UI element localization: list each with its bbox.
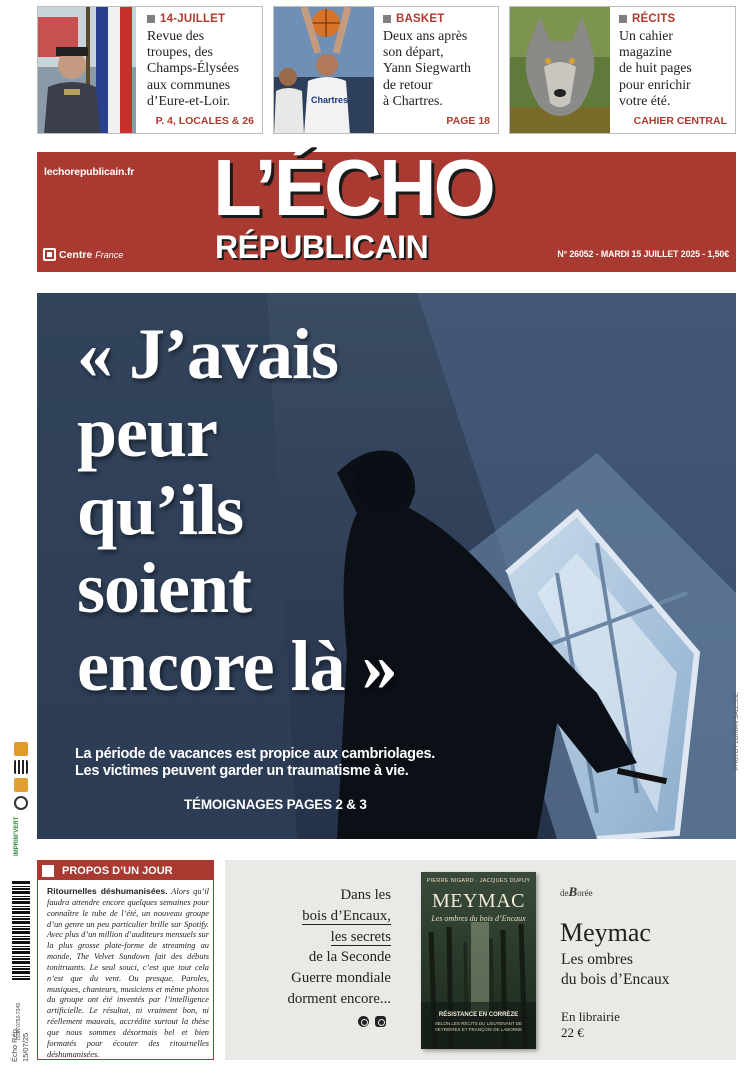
hero-story[interactable] xyxy=(37,293,736,839)
book-authors: PIERRE NIGARD · JACQUES DUPUY xyxy=(426,878,531,884)
logo-subtitle: RÉPUBLICAIN xyxy=(215,229,429,265)
issn-code: ISSN 0752-7349 xyxy=(16,1003,22,1040)
teaser-page-ref: P. 4, LOCALES & 26 xyxy=(155,115,254,127)
ad-price: 22 € xyxy=(561,1025,584,1040)
teaser-kicker: BASKET xyxy=(383,13,490,25)
issue-info: N° 26052 - MARDI 15 JUILLET 2025 - 1,50€ xyxy=(557,249,729,259)
teaser-body: Revue des troupes, des Champs-Élysées aux communes d’Eure-et-Loir. xyxy=(147,28,239,108)
book-cover xyxy=(421,872,536,1049)
ad-teaser-text: Dans les bois d’Encaux, les secrets de la Seconde Guerre mondiale dorment encore... xyxy=(287,887,391,1007)
imprim-vert-label: IMPRIM’VERT xyxy=(14,816,20,856)
group-logo: Centre France xyxy=(43,248,123,261)
column-propos[interactable] xyxy=(37,860,214,1060)
book-advertisement[interactable] xyxy=(225,860,736,1060)
edition-label: Écho Rép. xyxy=(10,1026,19,1062)
teaser-page-ref: CAHIER CENTRAL xyxy=(633,115,727,127)
book-footer: RÉSISTANCE EN CORRÈZE xyxy=(438,1012,519,1018)
teaser-kicker: RÉCITS xyxy=(619,13,727,25)
book-title: MEYMAC xyxy=(431,890,525,912)
teaser-photo-wolf xyxy=(510,7,610,133)
column-body: Alors qu’il faudra attendre encore quelques semaines pour connaître le tube de l’été, un nouveau groupe d’un genre un peu particulier brille sur Spotify. Avec plus d’un million d’auditeurs mensuels sur la plus grosse plate-forme de streaming au monde, The Velvet Sundown fait des débuts tonitruants. Le seul souci, c’est que tout cela n’est que du vent. Ou presque. Paroles, musiques, chanteurs, musiciens et même photos du groupe ont été inventés par l’intelligence artificielle. Le résultat, ni vraiment bon, ni réellement mauvais, accrédite surtout la thèse que nous sommes désormais bel et bien formatés pour écouter des ritournelles déshumanisées. xyxy=(47,887,209,1059)
teaser-photo-parade xyxy=(38,7,136,133)
book-footer-detail: SELON LES RÉCITS DU LIEUTENANT DE VEYRIÈRES ET FRANÇOIS DE LABORNE xyxy=(434,1021,523,1032)
ad-title: Meymac xyxy=(560,918,651,947)
paper-origin-icon xyxy=(14,796,28,810)
teaser-text xyxy=(619,13,727,127)
hero-subtitle: La période de vacances est propice aux cambriolages. Les victimes peuvent garder un traumatisme à vie. xyxy=(75,746,435,779)
site-url[interactable]: lechorepublicain.fr xyxy=(44,166,135,178)
book-subtitle: Les ombres du bois d’Encaux xyxy=(431,914,526,923)
teaser-14-juillet[interactable] xyxy=(37,6,263,134)
teaser-text xyxy=(383,13,490,127)
teaser-photo-basketball xyxy=(274,7,374,133)
column-lead: Ritournelles déshumanisées. xyxy=(47,886,168,896)
edition-date: 15/07/25 xyxy=(21,1032,30,1062)
triman-icon xyxy=(14,778,28,792)
column-square-icon xyxy=(42,865,54,877)
hero-headline: « J’avais peur qu’ils soient encore là » xyxy=(77,314,397,706)
publisher-logo: deBorée xyxy=(560,884,593,899)
masthead xyxy=(37,143,736,272)
ad-availability: En librairie 22 € xyxy=(561,1009,620,1040)
logo-title: L’ÉCHO xyxy=(213,143,493,232)
centre-france-icon xyxy=(43,248,56,261)
hero-page-ref: TÉMOIGNAGES PAGES 2 & 3 xyxy=(184,797,367,812)
column-header: PROPOS D’UN JOUR xyxy=(38,861,213,880)
photo-credit: PHOTO FLORIAN SALESSE xyxy=(734,692,740,770)
column-text xyxy=(47,886,209,1061)
recycle-icon xyxy=(14,742,28,756)
jersey-text: Chartres xyxy=(311,95,349,105)
teaser-recits[interactable] xyxy=(509,6,736,134)
teaser-body: Un cahier magazine de huit pages pour enrichir votre été. xyxy=(619,28,692,108)
instagram-icon[interactable] xyxy=(375,1016,386,1027)
teaser-basket[interactable] xyxy=(273,6,499,134)
social-icons xyxy=(358,1016,386,1027)
teaser-body: Deux ans après son départ, Yann Siegwarth de retour à Chartres. xyxy=(383,28,471,108)
teaser-page-ref: PAGE 18 xyxy=(446,115,490,127)
teaser-kicker: 14-JUILLET xyxy=(147,13,254,25)
ad-subtitle: Les ombres du bois d’Encaux xyxy=(561,951,670,988)
facebook-icon[interactable] xyxy=(358,1016,369,1027)
teaser-text xyxy=(147,13,254,127)
barcode xyxy=(12,880,30,980)
qr-code-icon xyxy=(14,760,28,774)
